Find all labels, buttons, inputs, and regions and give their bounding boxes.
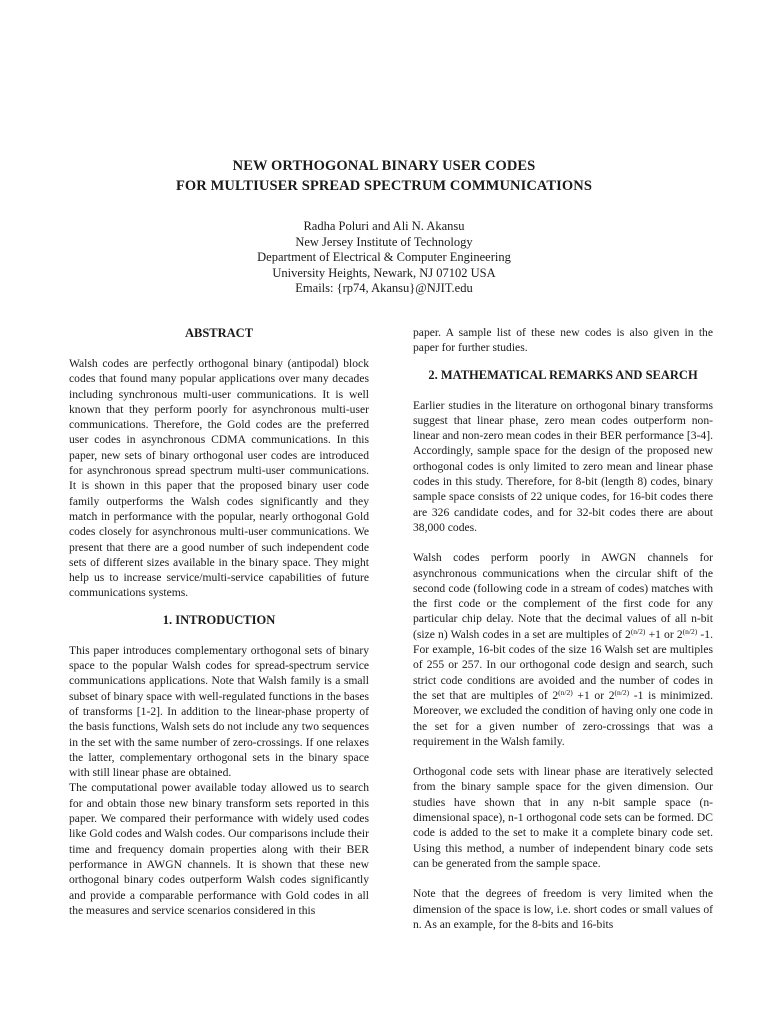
section-2-paragraph-2: Walsh codes perform poorly in AWGN channels for asynchronous communications when the circular shift of the second code (following code in a stream of codes) matches with the first code or the complement of the first code for any particular chip delay. Note that the decimal values of all n-bit (size n) Walsh codes in a set are multiples of $2^{(n/2)} +1$ or $2^{(n/2)}$ -1. For example, 16-bit codes of the size 16 Walsh set are multiples of 255 or 257. In our orthogonal code design and search, such strict code conditions are avoided and the number of codes in the set that are multiples of $2^{(n/2)} +1$ or $2^{(n/2)}$ -1 is minimized. Moreover, we excluded the condition of having only one code in the set for a given number of zero-crossings that was a requirement in the Walsh family. <box>413 551 713 748</box>
section-2-paragraph-3: Orthogonal code sets with linear phase are iteratively selected from the binary sample space for the given dimension. Our studies have shown that in any n-bit sample space (n-dimensional space), n-1 orthogonal code sets can be formed. DC code is added to the set to make it a complete binary code set. Using this method, a number of independent binary code sets can be generated from the sample space. <box>413 765 713 870</box>
author-address: University Heights, Newark, NJ 07102 USA <box>272 265 496 280</box>
section-2-paragraph-1: Earlier studies in the literature on orthogonal binary transforms suggest that linear phase, zero mean codes outperform non-linear and non-zero mean codes in their BER performance [3-4]. Accordingly, sample space for the design of the proposed new orthogonal codes is only limited to zero mean and linear phase codes in this study. Therefore, for 8-bit (length 8) codes, binary sample space consists of 22 unique codes, for 16-bit codes there are 326 candidate codes, and for 32-bit codes there are about 38,000 codes. <box>413 398 713 534</box>
introduction-heading: 1. INTRODUCTION <box>162 612 276 627</box>
author-names: Radha Poluri and Ali N. Akansu <box>303 219 465 233</box>
right-column <box>413 325 713 932</box>
section-2-paragraph-4: Note that the degrees of freedom is very limited when the dimension of the space is low, i.e. short codes or small values of n. As an example, for the 8-bits and 16-bits <box>413 887 713 931</box>
title-line-1: NEW ORTHOGONAL BINARY USER CODES <box>232 158 536 174</box>
section-2-heading: 2. MATHEMATICAL REMARKS AND SEARCH <box>428 367 698 382</box>
paper-title <box>0 156 768 196</box>
abstract-text: Walsh codes are perfectly orthogonal binary (antipodal) block codes that found many popular applications over many decades including synchronous multi-user communications. It is well known that they perform poorly for asynchronous multi-user communications. Therefore, the Gold codes are the preferred user codes in asynchronous CDMA communications. In this paper, new sets of binary orthogonal user codes are introduced for asynchronous spread spectrum multi-user communications. It is shown in this paper that the proposed binary user code family outperforms the Walsh codes significantly and they match in performance with the popular, nearly orthogonal Gold codes closely for asynchronous multi-user communications. We present that there are a good number of such independent code sets of different sizes available in the binary space. They might help us to increase service/multi-service capabilities of future communications systems. <box>69 357 369 600</box>
author-block <box>0 219 768 297</box>
author-department: Department of Electrical & Computer Engineering <box>257 250 511 264</box>
author-institution: New Jersey Institute of Technology <box>295 234 473 249</box>
introduction-paragraph-1: This paper introduces complementary orthogonal sets of binary space to the popular Walsh codes for spread-spectrum service communications applications. Note that Walsh family is a small subset of binary space with well-regulated functions in the bases of transforms [1-2]. In addition to the linear-phase property of the basis functions, Walsh sets do not include any two sequences in the set with the same number of zero-crossings. If one relaxes the latter, complementary orthogonal sets in the binary space with still linear phase are obtained. <box>69 643 369 780</box>
abstract-heading: ABSTRACT <box>184 326 254 340</box>
introduction-continued: paper. A sample list of these new codes is also given in the paper for further studies. <box>413 326 713 355</box>
author-emails: Emails: {rp74, Akansu}@NJIT.edu <box>295 281 473 295</box>
left-column <box>69 325 369 918</box>
title-line-2: FOR MULTIUSER SPREAD SPECTRUM COMMUNICATIONS <box>175 178 593 194</box>
introduction-paragraph-2: The computational power available today allowed us to search for and obtain those new binary transform sets reported in this paper. We compared their performance with widely used codes like Gold codes and Walsh codes. Our comparisons include their time and frequency domain properties along with their BER performance in AWGN channels. It is shown that these new orthogonal binary codes outperform Walsh codes significantly and provide a comparable performance with Gold codes in all the measures and service scenarios considered in this <box>69 781 369 917</box>
